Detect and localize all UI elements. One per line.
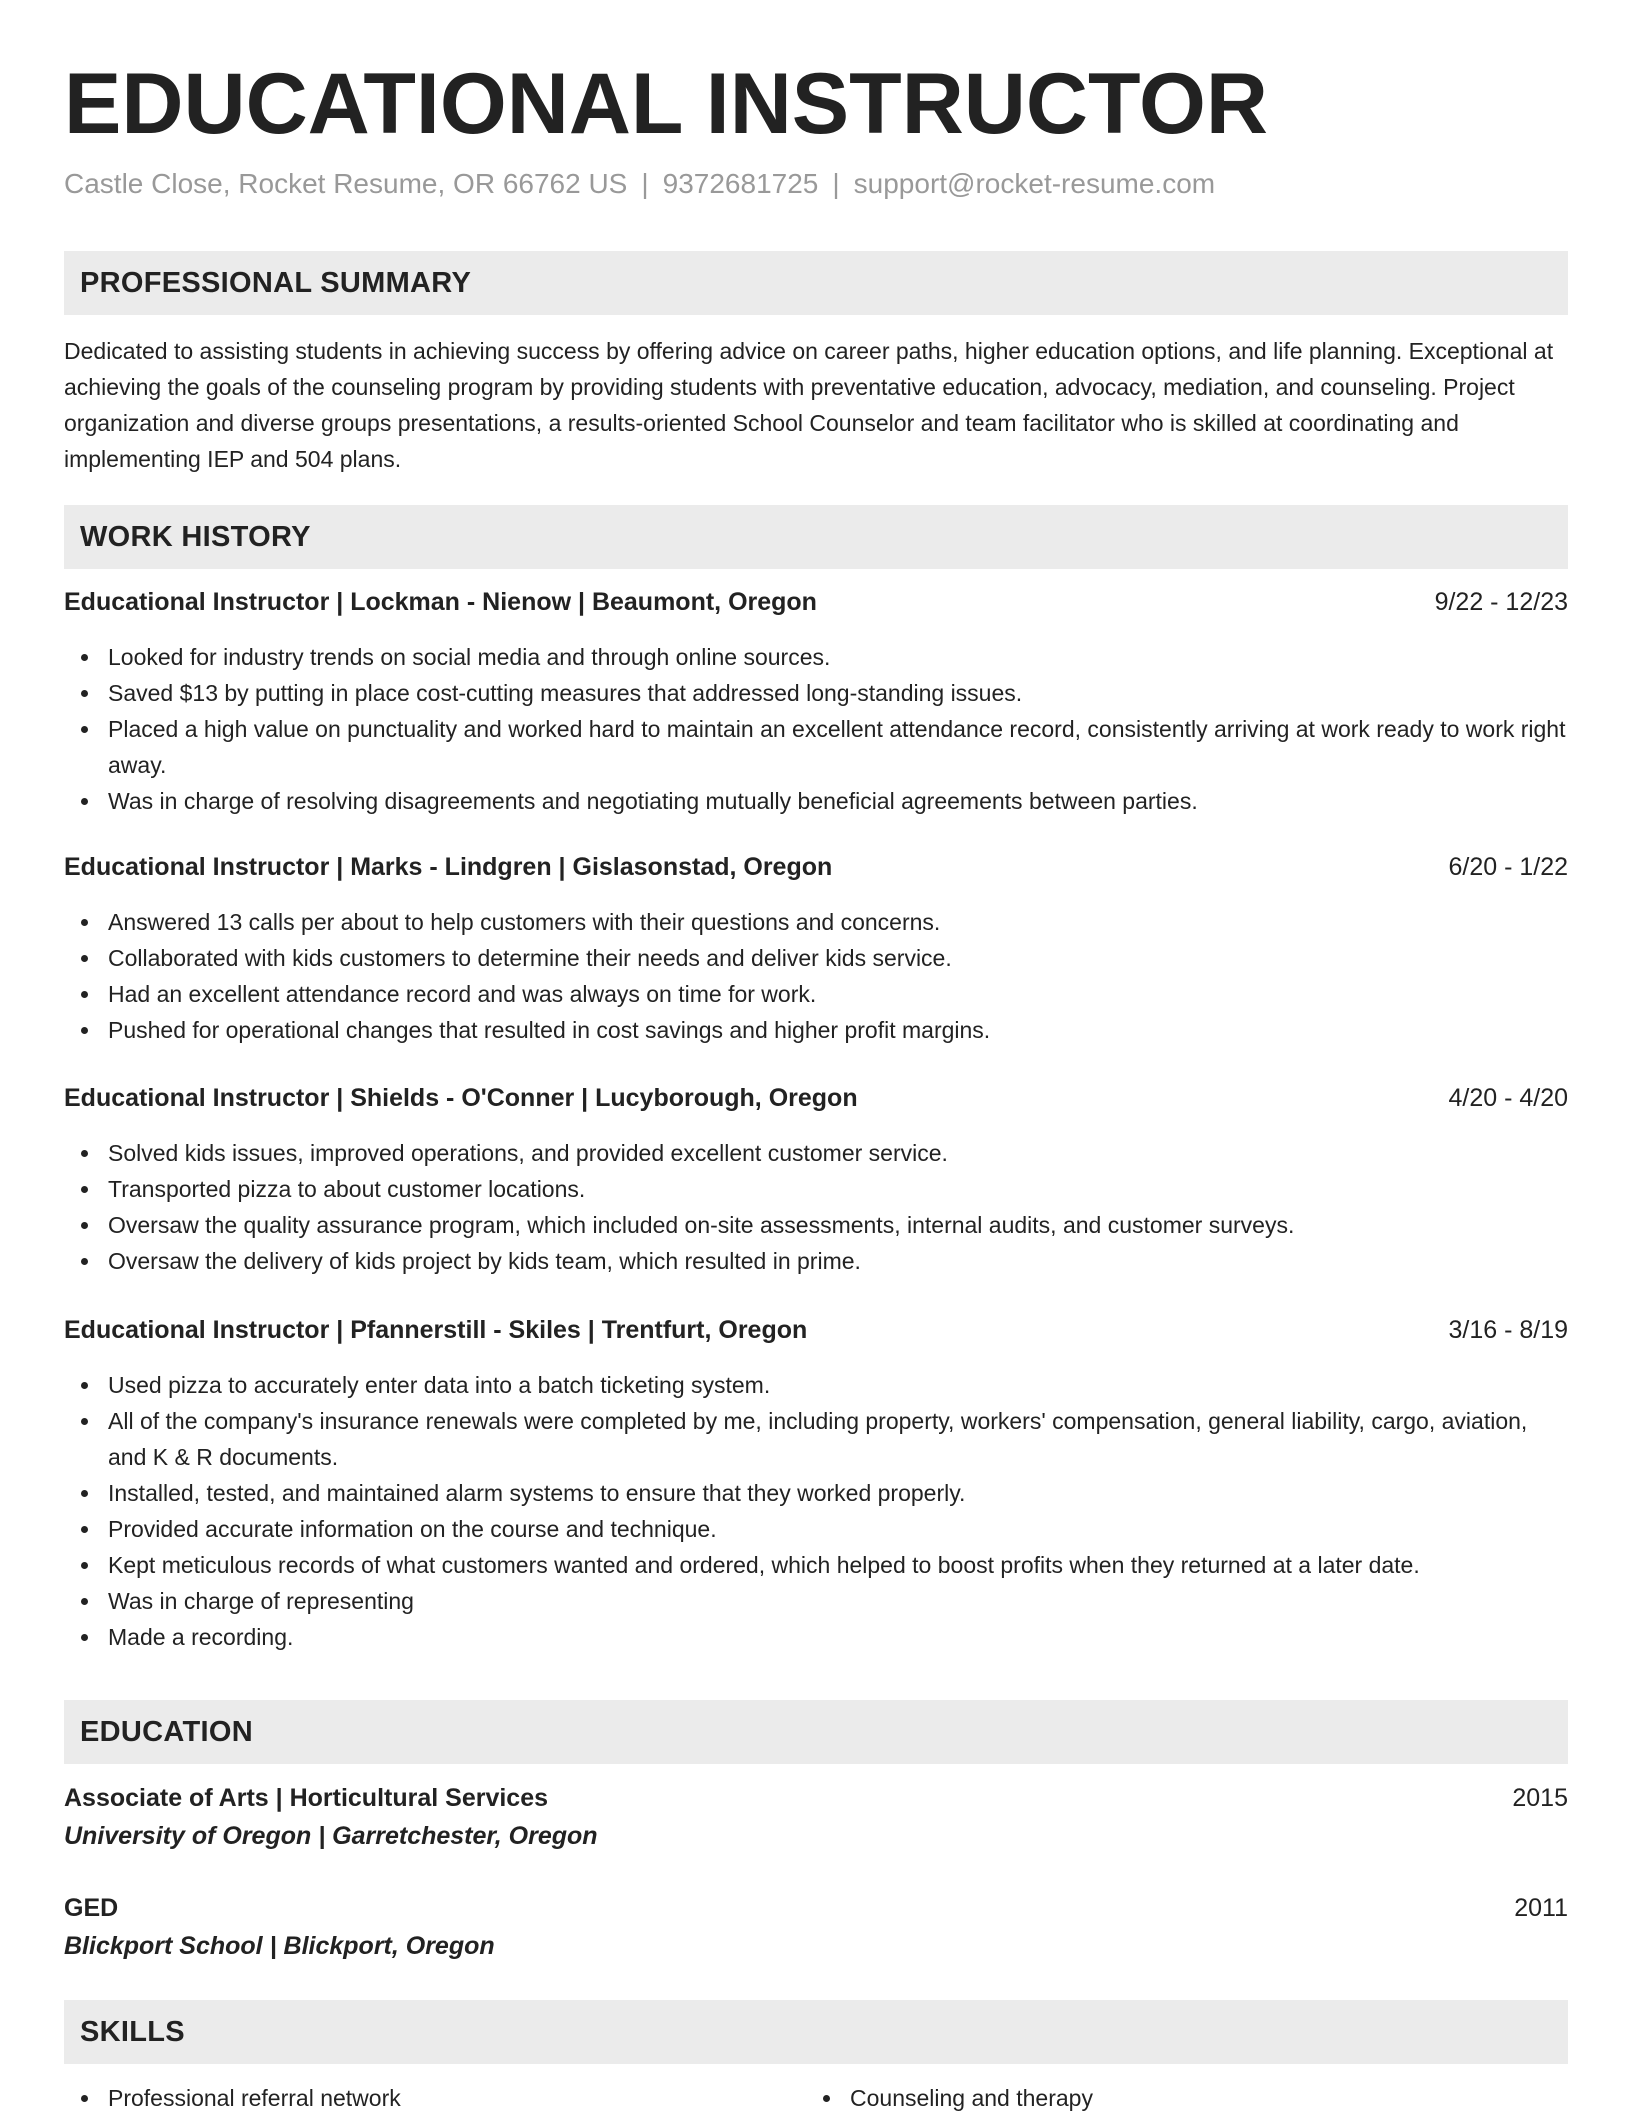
section-header-work	[64, 505, 1568, 569]
job-bullet: Saved $13 by putting in place cost-cutting measures that addressed long-standing issues.	[108, 675, 1568, 711]
education-degree: Associate of Arts | Horticultural Services	[64, 1784, 549, 1812]
job-dates: 3/16 - 8/19	[1448, 1316, 1568, 1344]
section-title-skills: SKILLS	[80, 2016, 185, 2048]
education-school: University of Oregon | Garretchester, Oregon	[64, 1822, 598, 1850]
job-dates: 4/20 - 4/20	[1448, 1084, 1568, 1112]
skill-item: Professional referral network	[108, 2080, 808, 2116]
candidate-name: EDUCATIONAL INSTRUCTOR	[64, 56, 1268, 152]
contact-separator: |	[641, 168, 649, 199]
job-bullets	[64, 1135, 1568, 1279]
job-title: Educational Instructor | Lockman - Nienow | Beaumont, Oregon	[64, 588, 817, 616]
summary-text: Dedicated to assisting students in achieving success by offering advice on career paths, higher education options, and life planning. Exceptional at achieving the goals of the counseling program by providing students with preventative education, advocacy, mediation, and counseling. Project organization and diverse groups presentations, a results-oriented School Counselor and team facilitator who is skilled at coordinating and implementing IEP and 504 plans.	[64, 338, 1554, 472]
skill-item: Counseling and therapy	[850, 2080, 1550, 2116]
job-bullet: Used pizza to accurately enter data into a batch ticketing system.	[108, 1367, 1568, 1403]
section-title-work: WORK HISTORY	[80, 521, 311, 553]
job-bullet: Provided accurate information on the course and technique.	[108, 1511, 1568, 1547]
job-bullet: Collaborated with kids customers to determine their needs and deliver kids service.	[108, 940, 1568, 976]
job-bullets	[64, 904, 1568, 1048]
contact-address: Castle Close, Rocket Resume, OR 66762 US	[64, 168, 628, 199]
section-header-skills	[64, 2000, 1568, 2064]
job-bullet: Looked for industry trends on social media and through online sources.	[108, 639, 1568, 675]
job-bullet: Oversaw the quality assurance program, which included on-site assessments, internal audits, and customer surveys.	[108, 1207, 1568, 1243]
job-title: Educational Instructor | Shields - O'Conner | Lucyborough, Oregon	[64, 1084, 858, 1112]
contact-phone: 9372681725	[662, 168, 819, 199]
job-dates: 9/22 - 12/23	[1434, 588, 1568, 616]
education-degree: GED	[64, 1894, 119, 1922]
job-bullet: Solved kids issues, improved operations, and provided excellent customer service.	[108, 1135, 1568, 1171]
education-year: 2011	[1514, 1894, 1568, 1922]
job-bullet: Placed a high value on punctuality and worked hard to maintain an excellent attendance record, consistently arriving at work ready to work right away.	[108, 711, 1568, 783]
skills-column-1	[64, 2080, 808, 2116]
job-bullet: Was in charge of representing	[108, 1583, 1568, 1619]
skills-column-2	[806, 2080, 1550, 2116]
job-bullet: Oversaw the delivery of kids project by kids team, which resulted in prime.	[108, 1243, 1568, 1279]
contact-separator: |	[832, 168, 840, 199]
contact-line	[64, 166, 1215, 202]
education-year: 2015	[1512, 1784, 1568, 1812]
job-bullet: Pushed for operational changes that resulted in cost savings and higher profit margins.	[108, 1012, 1568, 1048]
section-title-summary: PROFESSIONAL SUMMARY	[80, 267, 472, 299]
job-bullet: Transported pizza to about customer locations.	[108, 1171, 1568, 1207]
job-bullet: All of the company's insurance renewals were completed by me, including property, workers' compensation, general liability, cargo, aviation, and K & R documents.	[108, 1403, 1568, 1475]
contact-email: support@rocket-resume.com	[853, 168, 1216, 199]
education-school: Blickport School | Blickport, Oregon	[64, 1932, 495, 1960]
job-bullet: Had an excellent attendance record and was always on time for work.	[108, 976, 1568, 1012]
job-bullet: Made a recording.	[108, 1619, 1568, 1655]
job-bullet: Installed, tested, and maintained alarm systems to ensure that they worked properly.	[108, 1475, 1568, 1511]
section-title-education: EDUCATION	[80, 1716, 253, 1748]
section-header-education	[64, 1700, 1568, 1764]
job-bullets	[64, 639, 1568, 819]
section-header-summary	[64, 251, 1568, 315]
job-bullet: Kept meticulous records of what customers wanted and ordered, which helped to boost profits when they returned at a later date.	[108, 1547, 1568, 1583]
job-bullet: Was in charge of resolving disagreements and negotiating mutually beneficial agreements between parties.	[108, 783, 1568, 819]
job-bullet: Answered 13 calls per about to help customers with their questions and concerns.	[108, 904, 1568, 940]
job-title: Educational Instructor | Pfannerstill - Skiles | Trentfurt, Oregon	[64, 1316, 808, 1344]
job-title: Educational Instructor | Marks - Lindgren | Gislasonstad, Oregon	[64, 853, 833, 881]
job-dates: 6/20 - 1/22	[1448, 853, 1568, 881]
job-bullets	[64, 1367, 1568, 1655]
